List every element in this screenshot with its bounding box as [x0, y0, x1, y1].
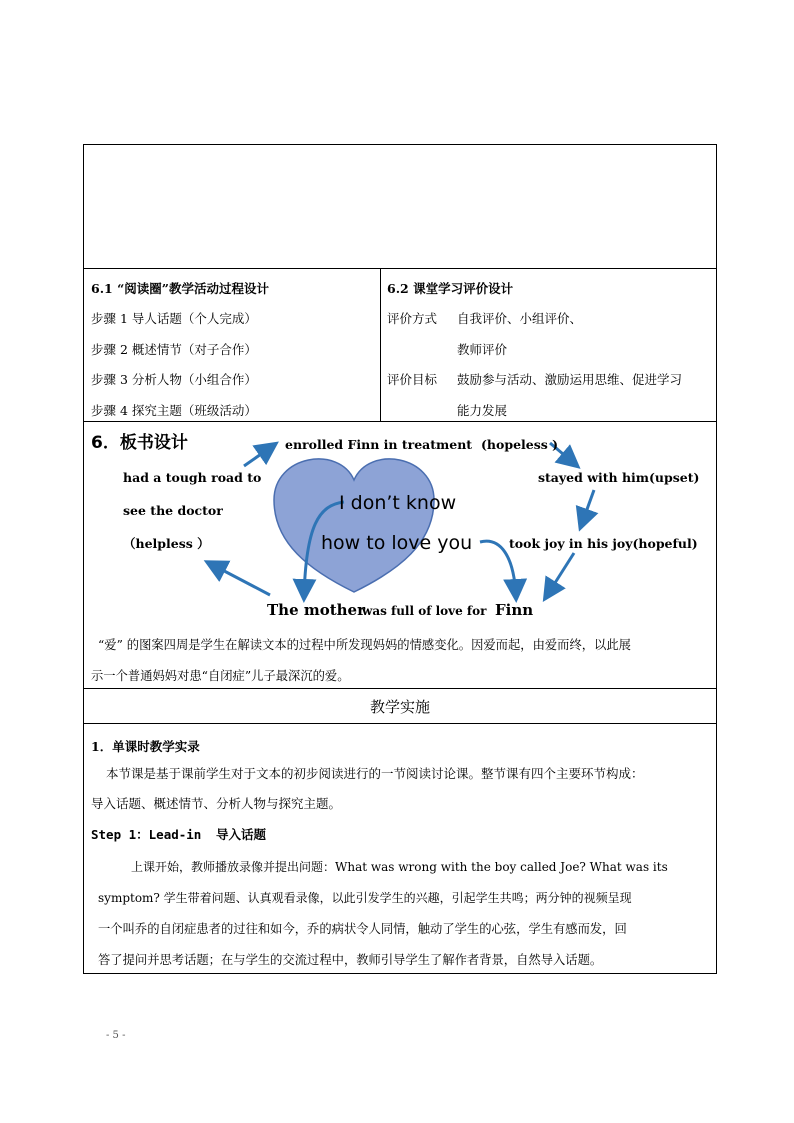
impl-paragraph: symptom? 学生带着问题、认真观看录像，以此引发学生的兴趣，引起学生共鸣；两分钟的视频呈现: [98, 891, 632, 905]
impl-paragraph: 本节课是基于课前学生对于文本的初步阅读进行的一节阅读讨论课。整节课有四个主要环节构成：: [106, 766, 644, 781]
eval-method-value: 自我评价、小组评价、: [457, 311, 583, 326]
impl-paragraph: 上课开始，教师播放录像并提出问题：What was wrong with the boy called Joe? What was its: [131, 860, 668, 874]
row-divider: [84, 723, 716, 724]
section-61-title: 6.1 “阅读圈”教学活动过程设计: [91, 281, 269, 296]
board-took-joy: took joy in his joy(hopeful): [509, 536, 698, 551]
arrow-to-enrolled: [244, 445, 274, 466]
board-stayed: stayed with him(upset): [538, 470, 700, 485]
board-hopeless: (hopeless ): [481, 437, 559, 452]
board-enrolled: enrolled Finn in treatment: [285, 437, 473, 452]
page-number: - 5 -: [106, 1030, 126, 1041]
board-title: 6．板书设计: [91, 433, 188, 453]
step-item: 步骤 1 导人话题（个人完成）: [91, 311, 257, 326]
step-item: 步骤 4 探究主题（班级活动）: [91, 403, 257, 418]
eval-goal-value: 鼓励参与活动、激励运用思维、促进学习: [457, 372, 683, 387]
board-see-doctor: see the doctor: [123, 503, 223, 518]
arrow-to-helpless: [209, 563, 270, 595]
section-62-title: 6.2 课堂学习评价设计: [387, 281, 514, 296]
board-helpless: （helpless ）: [123, 536, 210, 551]
impl-paragraph: 导入话题、概述情节、分析人物与探究主题。: [91, 796, 342, 811]
step-item: 步骤 3 分析人物（小组合作）: [91, 372, 257, 387]
impl-paragraph: 一个叫乔的自闭症患者的过往和如今，乔的病状令人同情，触动了学生的心弦，学生有感而发，回: [98, 922, 627, 936]
board-finn: Finn: [495, 601, 534, 619]
step-item: 步骤 2 概述情节（对子合作）: [91, 342, 257, 357]
heart-shape: [274, 459, 434, 592]
eval-goal-value: 能力发展: [457, 403, 508, 418]
step1-title-cn: 导入话题: [216, 827, 267, 842]
board-description: 示一个普通妈妈对患“自闭症”儿子最深沉的爱。: [91, 669, 350, 683]
board-description: “爱” 的图案四周是学生在解读文本的过程中所发现妈妈的情感变化。因爱而起，由爱而终，以此展: [98, 638, 631, 652]
impl-subtitle: 1．单课时教学实录: [91, 739, 200, 754]
impl-paragraph: 答了提问并思考话题；在与学生的交流过程中，教师引导学生了解作者背景，自然导入话题。: [98, 953, 603, 967]
step1-title-en: Step 1：Lead-in: [91, 827, 202, 842]
eval-method-value: 教师评价: [457, 342, 508, 357]
main-table: [83, 144, 717, 974]
arrow-to-finn: [546, 553, 574, 597]
board-full-of-love: was full of love for: [362, 604, 487, 618]
eval-method-label: 评价方式: [387, 311, 438, 326]
arrow-to-took-joy: [581, 490, 594, 526]
row-divider: [84, 688, 716, 689]
board-tough-road: had a tough road to: [123, 470, 262, 485]
board-the-mother: The mother: [267, 601, 365, 619]
heart-text-line-2: how to love you: [321, 532, 473, 554]
eval-goal-label: 评价目标: [387, 372, 438, 387]
implementation-header: 教学实施: [369, 698, 430, 716]
heart-text-line-1: I don’t know: [339, 492, 457, 514]
